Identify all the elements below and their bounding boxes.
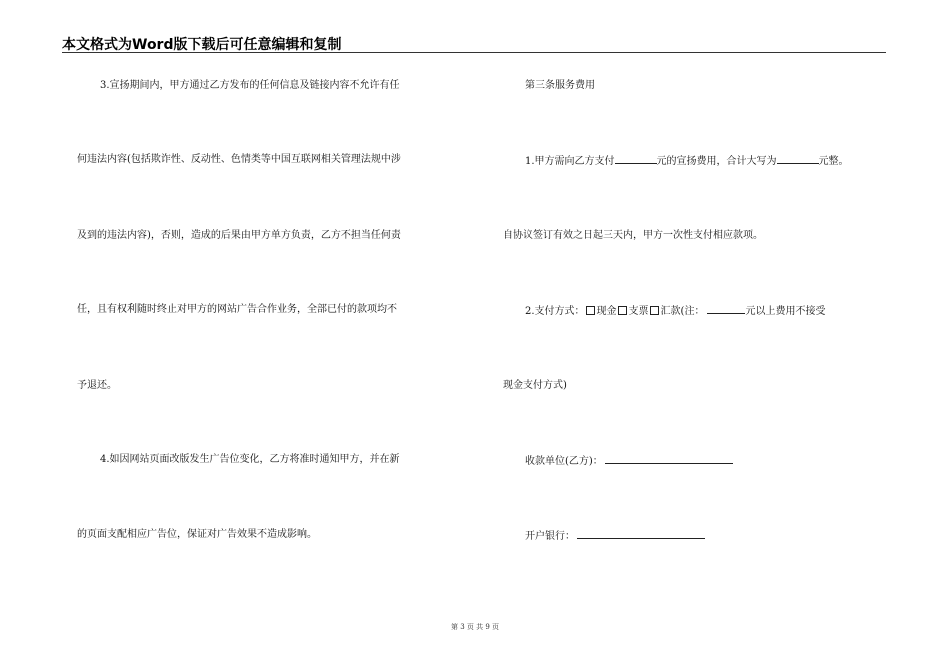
left-line-7: 的页面支配相应广告位，保证对广告效果不造成影响。 bbox=[77, 529, 317, 540]
left-line-3: 及到的违法内容)，否则，造成的后果由甲方单方负责，乙方不担当任何责 bbox=[77, 230, 401, 241]
checkbox-cash-icon bbox=[586, 306, 595, 315]
header-divider bbox=[62, 52, 886, 53]
bank-blank bbox=[577, 529, 705, 539]
page-number: 第 3 页 共 9 页 bbox=[450, 623, 500, 631]
payment-note-text: 元以上费用不接受 bbox=[745, 306, 826, 317]
payment-transfer-label: 汇款(注： bbox=[660, 306, 705, 317]
right-line-bank bbox=[525, 529, 705, 543]
payee-label: 收款单位(乙方)： bbox=[525, 456, 603, 467]
fee-text-1: 1.甲方需向乙方支付 bbox=[525, 156, 615, 167]
payment-cash-label: 现金 bbox=[596, 306, 617, 317]
fee-text-3: 元整。 bbox=[818, 156, 849, 167]
left-line-5: 予退还。 bbox=[77, 380, 117, 391]
right-line-payment-time: 自协议签订有效之日起三天内，甲方一次性支付相应款项。 bbox=[503, 230, 763, 241]
payment-check-label: 支票 bbox=[628, 306, 649, 317]
payee-blank bbox=[605, 454, 733, 464]
left-line-4: 任，且有权利随时终止对甲方的网站广告合作业务，全部已付的款项均不 bbox=[77, 304, 397, 315]
right-line-fee bbox=[525, 154, 849, 168]
bank-label: 开户银行： bbox=[525, 531, 575, 542]
right-line-payment-method bbox=[525, 304, 825, 318]
left-line-6: 4.如因网站页面改版发生广告位变化，乙方将准时通知甲方，并在新 bbox=[100, 454, 400, 465]
document-header-title: 本文格式为Word版下载后可任意编辑和复制 bbox=[62, 37, 342, 53]
section-heading-fees: 第三条服务费用 bbox=[525, 80, 595, 91]
fee-capital-blank bbox=[777, 154, 819, 164]
right-line-payment-note-end: 现金支付方式) bbox=[503, 380, 567, 391]
right-line-payee bbox=[525, 454, 733, 468]
left-line-2: 何违法内容(包括欺诈性、反动性、色情类等中国互联网相关管理法规中涉 bbox=[77, 154, 401, 165]
fee-text-2: 元的宣扬费用，合计大写为 bbox=[656, 156, 777, 167]
checkbox-check-icon bbox=[618, 306, 627, 315]
left-line-1: 3.宣扬期间内，甲方通过乙方发布的任何信息及链接内容不允许有任 bbox=[100, 80, 400, 91]
cash-limit-blank bbox=[707, 304, 745, 314]
fee-amount-blank bbox=[615, 154, 657, 164]
checkbox-transfer-icon bbox=[650, 306, 659, 315]
payment-method-label: 2.支付方式： bbox=[525, 306, 585, 317]
